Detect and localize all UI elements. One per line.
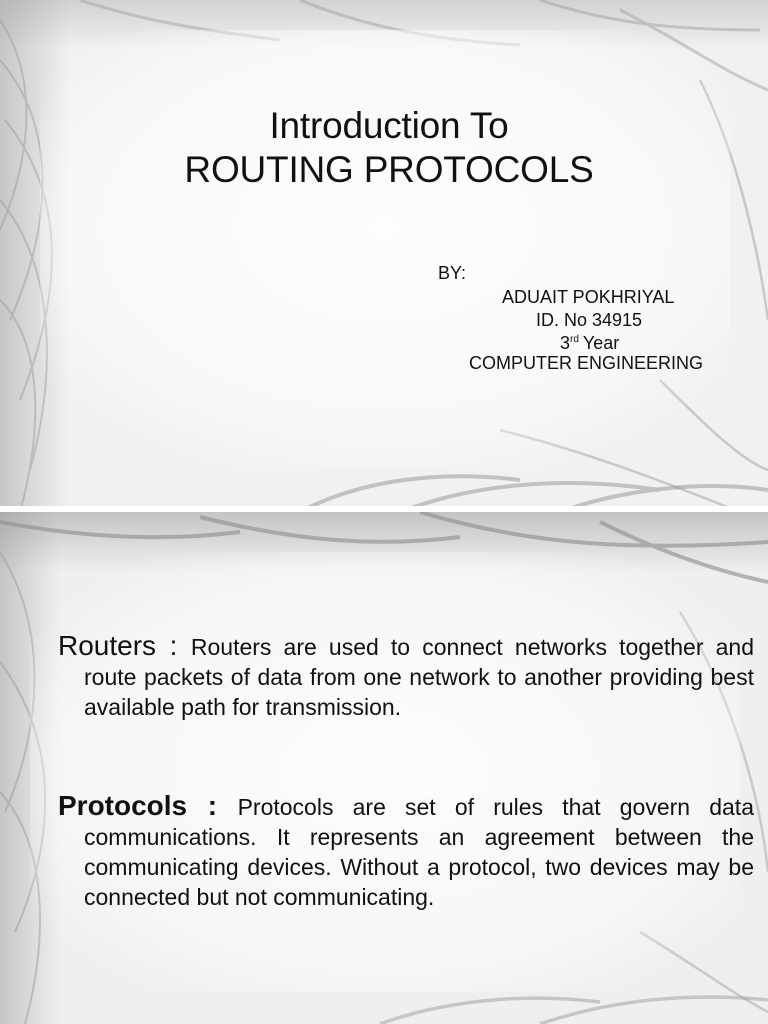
protocols-text: Protocols are set of rules that govern data communications. It represents an agreement between the communicating devices. Without a protocol, two devices may be connected but not communicating. [84,794,754,910]
definitions-slide [0,512,768,1024]
year-word: Year [582,333,620,353]
author-name: ADUAIT POKHRIYAL [502,287,675,307]
protocols-definition [58,791,754,912]
routers-text: Routers are used to connect networks together and route packets of data from one network to another providing best available path for transmission. [84,634,754,720]
routers-definition [58,631,754,722]
routers-separator: : [156,630,191,661]
title-line-1: Introduction To [269,105,509,146]
author-department: COMPUTER ENGINEERING [469,353,704,373]
title-line-2: ROUTING PROTOCOLS [184,149,594,190]
year-suffix: rd [570,334,579,345]
year-number: 3 [560,333,571,353]
protocols-separator: : [187,790,238,821]
protocols-term: Protocols [58,790,188,821]
routers-term: Routers [58,630,157,661]
author-year [560,329,619,354]
author-id: ID. No 34915 [536,310,643,330]
slide-title [0,104,768,192]
by-label: BY: [438,263,467,283]
